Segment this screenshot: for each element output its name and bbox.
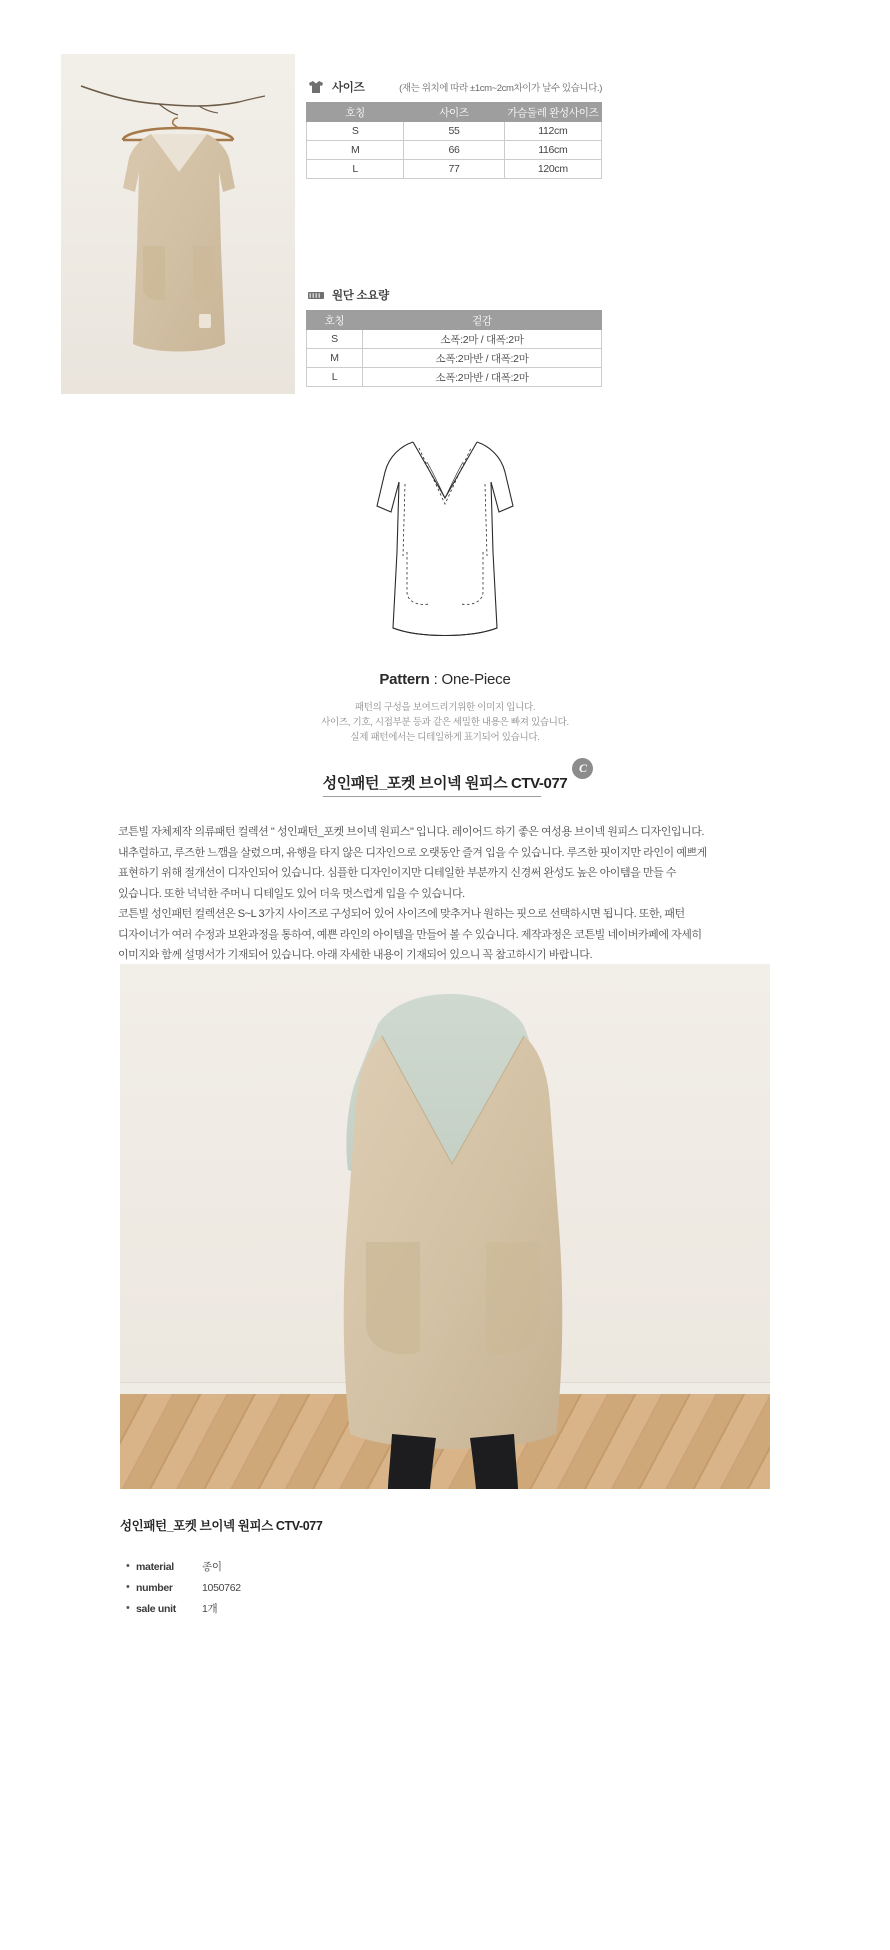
decorative-branch-icon	[79, 82, 275, 118]
table-row	[307, 349, 602, 368]
pattern-desc-line-2: 사이즈, 기호, 시접부분 등과 같은 세밀한 내용은 빠져 있습니다.	[321, 717, 569, 728]
desc-line: 내추럴하고, 루즈한 느깸을 살렸으며, 유행을 타지 않은 디자인으로 오랫동안 즐겨 입을 수 있습니다. 루즈한 핏이지만 라인이 예쁘게	[118, 846, 707, 859]
fabric-col-1: 겉감	[363, 311, 602, 330]
model-illustration	[120, 964, 770, 1489]
fabric-table-heading	[306, 286, 602, 304]
desc-line: 디자이너가 여러 수정과 보완과정을 통하여, 예쁜 라인의 아이템을 만들어 볼 수 있습니다. 제작과정은 코튼빌 네이버카페에 자세히	[118, 928, 702, 941]
size-table	[306, 102, 602, 179]
dress-illustration	[113, 128, 245, 360]
product-hanging-photo	[61, 54, 295, 394]
pattern-desc-line-3: 실제 패턴에서는 디테일하게 표기되어 있습니다.	[350, 732, 540, 743]
fabric-cell: 소폭:2마반 / 대폭:2마	[363, 368, 602, 387]
size-cell: S	[307, 122, 404, 141]
size-cell: L	[307, 160, 404, 179]
size-cell: 116cm	[504, 141, 601, 160]
fabric-roll-icon	[306, 288, 326, 302]
table-row	[307, 368, 602, 387]
list-item	[126, 1556, 526, 1577]
size-cell: 112cm	[504, 122, 601, 141]
size-cell: 120cm	[504, 160, 601, 179]
size-table-title: 사이즈	[332, 82, 365, 94]
fabric-col-0: 호칭	[307, 311, 363, 330]
table-row	[307, 160, 602, 179]
table-row	[307, 330, 602, 349]
table-header-row	[307, 103, 602, 122]
pattern-desc-line-1: 패턴의 구성을 보여드리기위한 이미지 입니다.	[354, 702, 536, 713]
spec-value: 1050762	[202, 1581, 241, 1594]
fabric-table-block	[306, 286, 602, 387]
status-badge: C	[572, 758, 593, 779]
size-table-block	[306, 78, 602, 179]
table-row	[307, 141, 602, 160]
size-table-heading	[306, 78, 602, 96]
fabric-table	[306, 310, 602, 387]
product-title-text: 성인패턴_포켓 브이넥 원피스 CTV-077	[322, 775, 568, 792]
pattern-title	[0, 671, 890, 688]
spec-key: sale unit	[136, 1602, 176, 1615]
spec-key: material	[136, 1560, 174, 1573]
desc-line: 표현하기 위해 절개선이 디자인되어 있습니다. 심플한 디자인이지만 디테일한 부분까지 신경써 완성도 높은 아이템을 만들 수	[118, 867, 677, 879]
size-cell: 55	[404, 122, 504, 141]
fabric-cell: S	[307, 330, 363, 349]
size-col-1: 사이즈	[404, 103, 504, 122]
size-col-0: 호칭	[307, 103, 404, 122]
desc-line: 이미지와 함께 설명서가 기재되어 있습니다. 아래 자세한 내용이 기재되어 있으니 꼭 참고하시기 바랍니다.	[118, 949, 593, 961]
specification-list	[126, 1556, 526, 1619]
bottom-product-title: 성인패턴_포켓 브이넥 원피스 CTV-077	[120, 1519, 323, 1533]
size-cell: 66	[404, 141, 504, 160]
desc-line: 있습니다. 또한 넉넉한 주머니 디테일도 있어 더욱 멋스럽게 입을 수 있습니다.	[118, 887, 465, 900]
pattern-description	[0, 700, 890, 745]
spec-key: number	[136, 1581, 173, 1594]
list-item	[126, 1598, 526, 1619]
product-title-row	[0, 761, 890, 793]
bullet-icon: •	[126, 1602, 130, 1614]
pattern-value: One-Piece	[441, 671, 511, 688]
pattern-separator: :	[429, 671, 442, 688]
size-col-2: 가슴둘레 완성사이즈	[504, 103, 601, 122]
size-table-note: (재는 위치에 따라 ±1cm~2cm차이가 날수 있습니다.)	[399, 83, 602, 94]
fabric-table-title: 원단 소요량	[332, 290, 389, 302]
table-row	[307, 122, 602, 141]
desc-line: 코튼빌 자체제작 의류패턴 컬렉션 " 성인패턴_포켓 브이넥 원피스" 입니다. 레이어드 하기 좋은 여성용 브이넥 원피스 디자인입니다.	[118, 826, 705, 838]
fabric-cell: L	[307, 368, 363, 387]
top-section	[0, 0, 890, 420]
description-paragraph-1	[118, 822, 780, 904]
spec-value: 1개	[202, 1603, 218, 1615]
fabric-cell: 소폭:2마 / 대폭:2마	[363, 330, 602, 349]
model-wearing-photo	[120, 964, 770, 1489]
page-title	[322, 761, 587, 793]
list-item	[126, 1577, 526, 1598]
pattern-technical-drawing	[335, 432, 555, 652]
description-paragraph-2	[118, 904, 780, 966]
shirt-icon	[306, 80, 326, 94]
table-header-row	[307, 311, 602, 330]
fabric-cell: 소폭:2마반 / 대폭:2마	[363, 349, 602, 368]
spec-value: 종이	[202, 1561, 222, 1573]
bullet-icon: •	[126, 1560, 130, 1572]
pattern-section	[0, 432, 890, 792]
product-description	[118, 822, 780, 966]
size-cell: 77	[404, 160, 504, 179]
pattern-label: Pattern	[379, 671, 430, 688]
bullet-icon: •	[126, 1581, 130, 1593]
desc-line: 코튼빌 성인패턴 컬렉션은 S~L 3가지 사이즈로 구성되어 있어 사이즈에 맞추거나 원하는 핏으로 선택하시면 됩니다. 또한, 패턴	[118, 908, 685, 920]
title-underline	[323, 796, 542, 797]
size-cell: M	[307, 141, 404, 160]
fabric-cell: M	[307, 349, 363, 368]
